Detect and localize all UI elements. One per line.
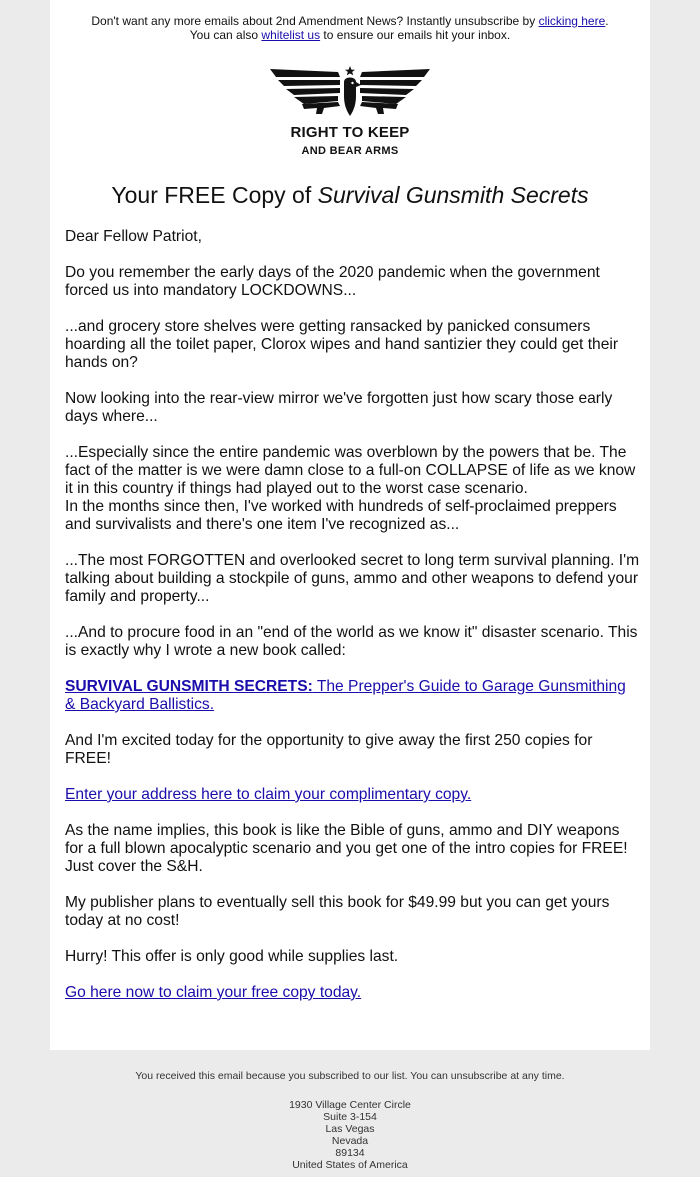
email-body [65,228,640,1020]
book-link-paragraph [65,678,640,714]
claim-copy-link[interactable]: Enter your address here to claim your complimentary copy. [65,786,472,803]
paragraph-1: Do you remember the early days of the 2020 pandemic when the government forced us into mandatory LOCKDOWNS... [65,264,600,299]
paragraph-4b: In the months since then, I've worked with hundreds of self-proclaimed preppers and survivalists and there's one item I've recognized as... [65,498,617,533]
address-line: 1930 Village Center Circle [289,1099,411,1111]
book-link[interactable] [65,678,626,713]
headline-book-title: Survival Gunsmith Secrets [317,182,589,208]
paragraph-7: And I'm excited today for the opportunity to give away the first 250 copies for FREE! [65,732,593,767]
whitelist-prefix: You can also [189,28,262,42]
address-line: United States of America [292,1159,408,1171]
top-notice-line1 [50,14,650,28]
paragraph-10: Hurry! This offer is only good while supplies last. [65,948,399,965]
logo-title: RIGHT TO KEEP [290,124,410,141]
paragraph-2: ...and grocery store shelves were getting ransacked by panicked consumers hoarding all the toilet paper, Clorox wipes and hand santizier they could get their hands on? [65,318,619,371]
claim-link-paragraph [65,786,640,804]
address-line: Las Vegas [325,1123,375,1135]
final-link-paragraph [65,984,640,1002]
email-footer [0,1070,700,1171]
claim-free-copy-link[interactable]: Go here now to claim your free copy today. [65,984,362,1001]
email-card [50,0,650,1050]
paragraph-9: My publisher plans to eventually sell this book for $49.99 but you can get yours today at no cost! [65,894,610,929]
book-link-title: SURVIVAL GUNSMITH SECRETS: [65,678,313,695]
whitelist-suffix: to ensure our emails hit your inbox. [320,28,511,42]
address-line: 89134 [335,1147,365,1159]
paragraph-8: As the name implies, this book is like the Bible of guns, ammo and DIY weapons for a full blown apocalyptic scenario and you get one of the intro copies for FREE! Just cover the S&H. [65,822,628,875]
address-line: Nevada [331,1135,369,1147]
unsubscribe-link[interactable]: clicking here [538,14,606,28]
paragraph-5: ...The most FORGOTTEN and overlooked secret to long term survival planning. I'm talking about building a stockpile of guns, ammo and other weapons to defend your family and property... [65,552,640,605]
top-notice [50,14,650,42]
unsubscribe-suffix: . [605,14,609,28]
paragraph-4 [65,444,640,534]
paragraph-6: ...And to procure food in an "end of the world as we know it" disaster scenario. This is exactly why I wrote a new book called: [65,624,638,659]
book-link-subtitle: The Prepper's Guide to Garage Gunsmithing & Backyard Ballistics. [65,678,626,713]
whitelist-link[interactable]: whitelist us [261,28,321,42]
eagle-wings-guns-icon [268,66,432,122]
headline-prefix: Your FREE Copy of [111,182,318,208]
unsubscribe-prefix: Don't want any more emails about 2nd Amendment News? Instantly unsubscribe by [91,14,539,28]
address-line: Suite 3-154 [323,1111,377,1123]
footer-note: You received this email because you subscribed to our list. You can unsubscribe at any time. [135,1070,565,1082]
paragraph-3: Now looking into the rear-view mirror we've forgotten just how scary those early days where... [65,390,613,425]
brand-logo [268,66,432,160]
page-title [50,181,650,209]
paragraph-4a: ...Especially since the entire pandemic was overblown by the powers that be. The fact of the matter is we were damn close to a full-on COLLAPSE of life as we know it in this country if things had played out to the worst case scenario. [65,444,636,497]
footer-address [0,1099,700,1171]
greeting: Dear Fellow Patriot, [65,228,202,245]
top-notice-line2 [50,28,650,42]
logo-subtitle: AND BEAR ARMS [301,145,399,157]
